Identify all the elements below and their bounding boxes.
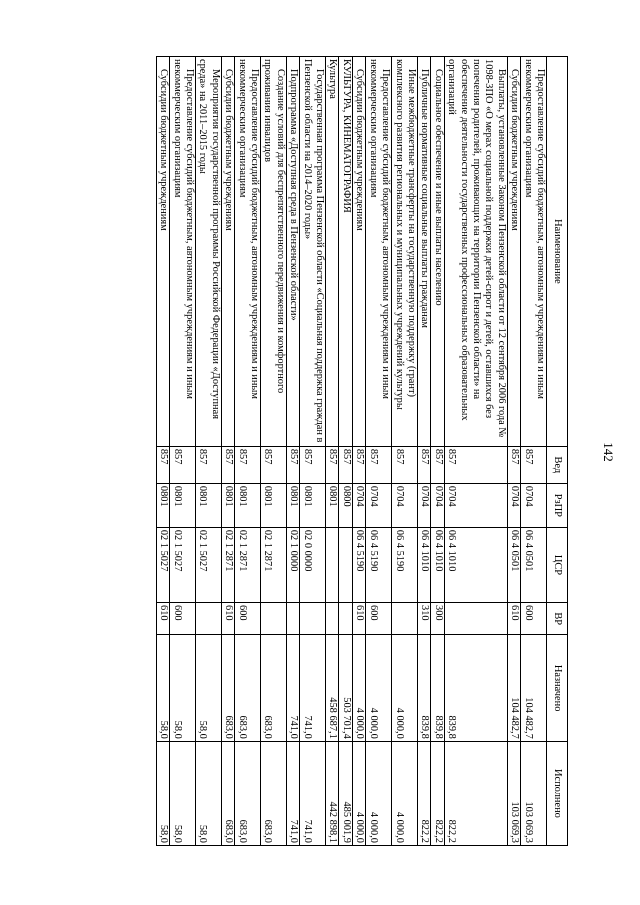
cell-ved: 857	[366, 446, 392, 483]
cell-planned: 839,8	[417, 635, 430, 741]
cell-vr	[339, 603, 352, 635]
cell-vr	[392, 603, 418, 635]
table-row	[156, 57, 169, 846]
cell-vr	[286, 603, 299, 635]
cell-done: 58,0	[170, 741, 196, 845]
table-row	[444, 57, 507, 846]
table-row	[286, 57, 299, 846]
table-row	[366, 57, 392, 846]
table-row	[352, 57, 365, 846]
cell-rzpr: 0801	[286, 483, 299, 527]
rotated-page-content	[72, 56, 568, 846]
cell-name: Субсидии бюджетным учреждениям	[156, 57, 169, 447]
cell-ved: 857	[300, 446, 326, 483]
cell-done: 683,0	[221, 741, 234, 845]
cell-vr	[326, 603, 339, 635]
cell-vr: 300	[431, 603, 444, 635]
cell-rzpr: 0801	[326, 483, 339, 527]
table-body	[156, 57, 546, 846]
cell-csr: 06 4 1010	[431, 527, 444, 602]
cell-name: Предоставление субсидий бюджетным, автономным учреждениям и иным некоммерческим организациям	[235, 57, 261, 447]
cell-ved: 857	[326, 446, 339, 483]
cell-vr: 610	[221, 603, 234, 635]
cell-csr: 06 4 1010	[444, 527, 507, 602]
cell-planned: 683,0	[221, 635, 234, 741]
cell-csr: 06 4 0501	[507, 527, 520, 602]
cell-name: Культура	[326, 57, 339, 447]
cell-vr: 610	[352, 603, 365, 635]
budget-table	[156, 56, 568, 846]
cell-name: Предоставление субсидий бюджетным, автономным учреждениям и иным некоммерческим организациям	[521, 57, 547, 447]
cell-name: Мероприятия государственной программы Российской Федерации «Доступная среда» на 2011–2015 годы	[196, 57, 222, 447]
cell-rzpr: 0801	[196, 483, 222, 527]
header-name: Наименование	[547, 57, 568, 447]
table-row	[235, 57, 261, 846]
cell-vr: 600	[235, 603, 261, 635]
cell-ved: 857	[521, 446, 547, 483]
header-vr: ВР	[547, 603, 568, 635]
cell-done: 103 069,3	[507, 741, 520, 845]
cell-name: Выплаты, установленные Законом Пензенской области от 12 сентября 2006 года № 1098-ЗПО «О мерах социальной поддержки детей-сирот и детей, оставшихся без попечения родителей, проживающих на территории Пензенской области» на обеспечение деятельности государственных профессиональных образовательных организаций	[444, 57, 507, 447]
table-row	[339, 57, 352, 846]
cell-done: 741,0	[286, 741, 299, 845]
cell-rzpr: 0704	[444, 483, 507, 527]
cell-vr: 600	[170, 603, 196, 635]
cell-done: 741,0	[300, 741, 326, 845]
table-row	[326, 57, 339, 846]
cell-done: 683,0	[235, 741, 261, 845]
cell-rzpr: 0704	[521, 483, 547, 527]
cell-csr: 02 1 0000	[286, 527, 299, 602]
table-row	[170, 57, 196, 846]
cell-planned: 683,0	[235, 635, 261, 741]
cell-rzpr: 0801	[300, 483, 326, 527]
cell-rzpr: 0801	[170, 483, 196, 527]
cell-name: Социальное обеспечение и иные выплаты населению	[431, 57, 444, 447]
cell-name: Иные межбюджетные трансферты на государственную поддержку (грант) комплексного развития региональных и муниципальных учреждений культуры	[392, 57, 418, 447]
cell-planned: 58,0	[196, 635, 222, 741]
cell-planned: 4 000,0	[352, 635, 365, 741]
cell-ved: 857	[507, 446, 520, 483]
page-number: 142	[601, 442, 616, 462]
cell-rzpr: 0801	[261, 483, 287, 527]
cell-name: Субсидии бюджетным учреждениям	[221, 57, 234, 447]
cell-ved: 857	[286, 446, 299, 483]
cell-name: Создание условий для беспрепятственного передвижения и комфортного проживания инвалидов	[261, 57, 287, 447]
cell-csr: 02 1 5027	[196, 527, 222, 602]
cell-csr: 02 1 2871	[221, 527, 234, 602]
cell-rzpr: 0704	[392, 483, 418, 527]
cell-name: Публичные нормативные социальные выплаты гражданам	[417, 57, 430, 447]
cell-planned: 503 701,4	[339, 635, 352, 741]
cell-ved: 857	[444, 446, 507, 483]
cell-rzpr: 0800	[339, 483, 352, 527]
cell-ved: 857	[339, 446, 352, 483]
cell-ved: 857	[235, 446, 261, 483]
cell-ved: 857	[392, 446, 418, 483]
cell-ved: 857	[352, 446, 365, 483]
cell-done: 4 000,0	[366, 741, 392, 845]
cell-csr: 06 4 0501	[521, 527, 547, 602]
cell-name: Государственная программа Пензенской области «Социальная поддержка граждан в Пензенской области на 2014–2020 годы»	[300, 57, 326, 447]
cell-done: 822,2	[417, 741, 430, 845]
cell-name: Предоставление субсидий бюджетным, автономным учреждениям и иным некоммерческим организациям	[366, 57, 392, 447]
cell-rzpr: 0704	[507, 483, 520, 527]
cell-planned: 683,0	[261, 635, 287, 741]
cell-done: 683,0	[261, 741, 287, 845]
cell-rzpr: 0704	[352, 483, 365, 527]
cell-done: 58,0	[196, 741, 222, 845]
cell-vr	[261, 603, 287, 635]
cell-name: Субсидии бюджетным учреждениям	[507, 57, 520, 447]
header-done: Исполнено	[547, 741, 568, 845]
cell-csr: 02 0 0000	[300, 527, 326, 602]
cell-name: Субсидии бюджетным учреждениям	[352, 57, 365, 447]
cell-csr: 06 4 1010	[417, 527, 430, 602]
cell-planned: 741,0	[286, 635, 299, 741]
cell-rzpr: 0704	[417, 483, 430, 527]
cell-done: 4 000,0	[392, 741, 418, 845]
cell-vr	[444, 603, 507, 635]
cell-rzpr: 0704	[366, 483, 392, 527]
cell-name: Предоставление субсидий бюджетным, автономным учреждениям и иным некоммерческим организациям	[170, 57, 196, 447]
cell-ved: 857	[221, 446, 234, 483]
cell-csr	[326, 527, 339, 602]
cell-planned: 4 000,0	[366, 635, 392, 741]
header-rzpr: РзПР	[547, 483, 568, 527]
cell-vr	[300, 603, 326, 635]
cell-ved: 857	[431, 446, 444, 483]
table-row	[261, 57, 287, 846]
cell-csr	[339, 527, 352, 602]
header-ved: Вед	[547, 446, 568, 483]
cell-done: 103 069,3	[521, 741, 547, 845]
cell-planned: 458 687,1	[326, 635, 339, 741]
cell-csr: 02 1 2871	[235, 527, 261, 602]
table-row	[300, 57, 326, 846]
cell-name: КУЛЬТУРА, КИНЕМАТОГРАФИЯ	[339, 57, 352, 447]
cell-csr: 06 4 5190	[392, 527, 418, 602]
cell-done: 4 000,0	[352, 741, 365, 845]
cell-planned: 4 000,0	[392, 635, 418, 741]
cell-rzpr: 0704	[431, 483, 444, 527]
cell-done: 485 001,9	[339, 741, 352, 845]
cell-done: 58,0	[156, 741, 169, 845]
table-row	[392, 57, 418, 846]
cell-csr: 06 4 5190	[366, 527, 392, 602]
cell-csr: 02 1 2871	[261, 527, 287, 602]
cell-done: 822,2	[444, 741, 507, 845]
table-header-row	[547, 57, 568, 846]
table-row	[196, 57, 222, 846]
table-row	[431, 57, 444, 846]
cell-planned: 839,8	[444, 635, 507, 741]
cell-vr: 610	[156, 603, 169, 635]
cell-planned: 741,0	[300, 635, 326, 741]
cell-rzpr: 0801	[235, 483, 261, 527]
cell-done: 442 898,1	[326, 741, 339, 845]
cell-vr: 600	[521, 603, 547, 635]
cell-ved: 857	[196, 446, 222, 483]
cell-ved: 857	[417, 446, 430, 483]
cell-planned: 58,0	[156, 635, 169, 741]
cell-csr: 06 4 5190	[352, 527, 365, 602]
header-csr: ЦСР	[547, 527, 568, 602]
header-planned: Назначено	[547, 635, 568, 741]
table-row	[417, 57, 430, 846]
cell-ved: 857	[156, 446, 169, 483]
cell-name: Подпрограмма «Доступная среда в Пензенской области»	[286, 57, 299, 447]
table-row	[221, 57, 234, 846]
cell-vr: 600	[366, 603, 392, 635]
cell-planned: 104 482,7	[521, 635, 547, 741]
table-row	[507, 57, 520, 846]
cell-done: 822,2	[431, 741, 444, 845]
cell-rzpr: 0801	[221, 483, 234, 527]
cell-planned: 104 482,7	[507, 635, 520, 741]
table-row	[521, 57, 547, 846]
cell-vr	[196, 603, 222, 635]
cell-ved: 857	[261, 446, 287, 483]
cell-planned: 839,8	[431, 635, 444, 741]
cell-ved: 857	[170, 446, 196, 483]
cell-csr: 02 1 5027	[156, 527, 169, 602]
cell-vr: 310	[417, 603, 430, 635]
cell-rzpr: 0801	[156, 483, 169, 527]
cell-csr: 02 1 5027	[170, 527, 196, 602]
cell-vr: 610	[507, 603, 520, 635]
cell-planned: 58,0	[170, 635, 196, 741]
